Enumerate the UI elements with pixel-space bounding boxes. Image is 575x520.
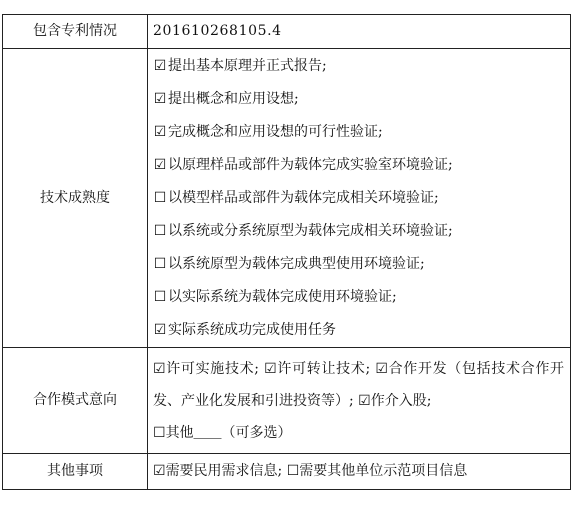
option-label: 以系统原型为载体完成典型使用环境验证; <box>168 256 425 272</box>
row-patent <box>3 15 571 49</box>
row-cooperation <box>3 348 571 454</box>
row-other <box>3 454 571 490</box>
cooperation-option <box>153 361 259 377</box>
option-label: 实际系统成功完成使用任务 <box>168 322 336 338</box>
checkbox-unchecked-icon[interactable]: ☐ <box>153 256 167 272</box>
checkbox-checked-icon[interactable]: ☑ <box>153 91 167 107</box>
checkbox-checked-icon[interactable]: ☑ <box>264 361 277 377</box>
checkbox-checked-icon[interactable]: ☑ <box>153 322 167 338</box>
checkbox-unchecked-icon[interactable]: ☐ <box>153 190 167 206</box>
checkbox-checked-icon[interactable]: ☑ <box>153 124 167 140</box>
option-label: 其他＿＿（可多选） <box>165 425 292 441</box>
tech-maturity-options <box>148 49 571 348</box>
checkbox-checked-icon[interactable]: ☑ <box>153 157 167 173</box>
option-label: 以模型样品或部件为载体完成相关环境验证; <box>168 190 439 206</box>
other-label: 其他事项 <box>3 454 148 490</box>
checkbox-checked-icon[interactable]: ☑ <box>375 361 388 377</box>
option-label: 提出基本原理并正式报告; <box>168 58 327 74</box>
patent-label: 包含专利情况 <box>3 15 148 49</box>
tech-maturity-option <box>153 248 564 281</box>
tech-maturity-label: 技术成熟度 <box>3 49 148 348</box>
checkbox-checked-icon[interactable]: ☑ <box>153 463 166 479</box>
other-option-group <box>153 461 564 482</box>
option-label: 需要民用需求信息; <box>165 463 283 479</box>
tech-maturity-option <box>153 116 564 149</box>
other-option <box>153 463 282 479</box>
checkbox-unchecked-icon[interactable]: ☐ <box>286 463 300 479</box>
cooperation-option-group <box>153 348 564 453</box>
option-label: 许可转让技术; <box>276 361 371 377</box>
checkbox-unchecked-icon[interactable]: ☐ <box>153 223 167 239</box>
checkbox-unchecked-icon[interactable]: ☐ <box>153 425 166 441</box>
checkbox-checked-icon[interactable]: ☑ <box>358 393 371 409</box>
tech-maturity-option <box>153 281 564 314</box>
option-label: 需要其他单位示范项目信息 <box>299 463 468 479</box>
tech-maturity-option <box>153 182 564 215</box>
option-label: 提出概念和应用设想; <box>168 91 299 107</box>
tech-maturity-option <box>153 215 564 248</box>
row-tech-maturity <box>3 49 571 348</box>
other-option <box>287 463 468 479</box>
option-label: 以系统或分系统原型为载体完成相关环境验证; <box>168 223 453 239</box>
checkbox-unchecked-icon[interactable]: ☐ <box>153 289 167 305</box>
tech-maturity-option <box>153 49 564 83</box>
tech-info-table <box>2 14 571 490</box>
tech-maturity-option <box>153 149 564 182</box>
cooperation-option <box>153 425 292 441</box>
option-label: 完成概念和应用设想的可行性验证; <box>168 124 383 140</box>
option-label: 以实际系统为载体完成使用环境验证; <box>168 289 397 305</box>
checkbox-checked-icon[interactable]: ☑ <box>153 58 167 74</box>
option-label: 作介入股; <box>370 393 432 409</box>
cooperation-option <box>358 393 431 409</box>
checkbox-checked-icon[interactable]: ☑ <box>153 361 166 377</box>
tech-info-sheet <box>2 14 571 490</box>
option-label: 许可实施技术; <box>165 361 260 377</box>
option-label: 合作开发（包括技术合作开发、产业化发展和引进投资等）; <box>153 361 565 409</box>
other-options <box>148 454 571 490</box>
tech-maturity-option <box>153 314 564 347</box>
tech-maturity-option <box>153 83 564 116</box>
cooperation-label: 合作模式意向 <box>3 348 148 454</box>
cooperation-option <box>264 361 370 377</box>
option-label: 以原理样品或部件为载体完成实验室环境验证; <box>168 157 453 173</box>
cooperation-options <box>148 348 571 454</box>
patent-value: 201610268105.4 <box>148 15 571 49</box>
